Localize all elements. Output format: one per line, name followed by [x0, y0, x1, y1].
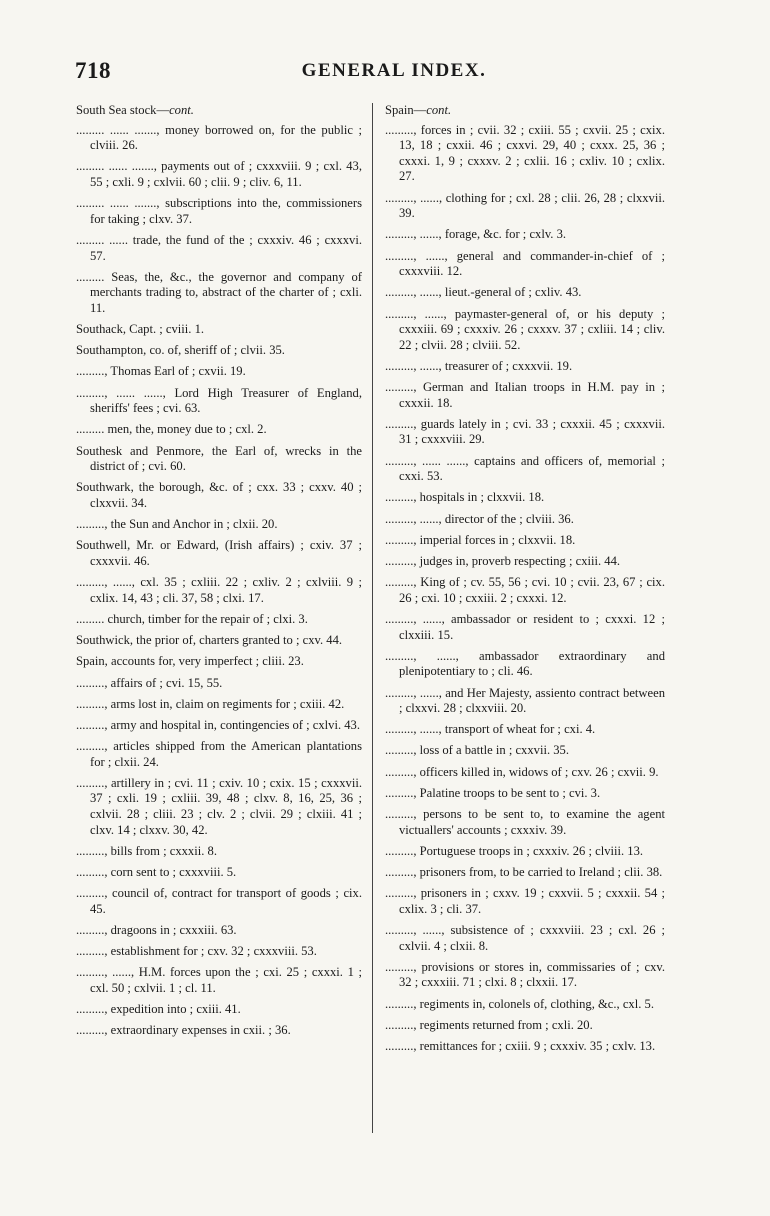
index-entry: Southwark, the borough, &c. of ; cxx. 33 ; cxxv. 40 ; clxxvii. 34.	[76, 480, 362, 510]
index-entry: ......... church, timber for the repair of ; clxi. 3.	[76, 611, 308, 626]
index-entry: Southesk and Penmore, the Earl of, wrecks in the district of ; cvi. 60.	[76, 443, 362, 474]
index-entry: ........., forces in ; cvii. 32 ; cxiii. 55 ; cxvii. 25 ; cxix. 13, 18 ; cxxii. 46 ; cxxvi. 29, 40 ; cxxx. 25, 36 ; cxxxi. 1, 9 ; cxxxv. 2 ; cxlii. 16 ; cxliv. 10 ; cxlix. 27.	[385, 122, 665, 184]
index-entry: ........., ......, director of the ; clviii. 36.	[385, 511, 574, 526]
index-entry: ........., German and Italian troops in H.M. pay in ; cxxxii. 18.	[385, 380, 665, 410]
index-entry: ......... Seas, the, &c., the governor and company of merchants trading to, abstract of the charter of ; cxli. 11.	[76, 269, 362, 315]
continuation-heading	[76, 103, 362, 119]
index-entry: ........., judges in, proverb respecting ; cxiii. 44.	[385, 553, 621, 568]
index-entry: Southwick, the prior of, charters granted to ; cxv. 44.	[76, 633, 343, 648]
page-header	[70, 58, 718, 90]
index-entry: ........., regiments in, colonels of, clothing, &c., cxl. 5.	[385, 996, 654, 1011]
column-divider	[372, 103, 373, 1133]
index-entry: ........., establishment for ; cxv. 32 ; cxxxviii. 53.	[76, 944, 317, 959]
index-entry: ........., ......, subsistence of ; cxxxviii. 23 ; cxl. 26 ; cxlvii. 4 ; clxii. 8.	[385, 922, 665, 953]
index-entry: ........., ......, paymaster-general of, or his deputy ; cxxxiii. 69 ; cxxxiv. 26 ; cxxxv. 37 ; cxliii. 14 ; cliv. 22 ; clvii. 28 ; clviii. 52.	[385, 306, 665, 352]
index-entry: ........., extraordinary expenses in cxii. ; 36.	[76, 1023, 291, 1038]
index-entry: ......... ...... trade, the fund of the ; cxxxiv. 46 ; cxxxvi. 57.	[76, 232, 362, 263]
index-entry: ........., ......, clothing for ; cxl. 28 ; clii. 26, 28 ; clxxvii. 39.	[385, 190, 665, 221]
index-entry: Southwell, Mr. or Edward, (Irish affairs) ; cxiv. 37 ; cxxxvii. 46.	[76, 538, 362, 568]
index-entry: ........., corn sent to ; cxxxviii. 5.	[76, 865, 237, 879]
index-entry: ........., ......, ambassador extraordinary and plenipotentiary to ; cli. 46.	[385, 648, 665, 679]
index-entry: Spain, accounts for, very imperfect ; cliii. 23.	[76, 654, 304, 669]
index-entry: ......... men, the, money due to ; cxl. 2.	[76, 422, 267, 437]
index-entry: ........., arms lost in, claim on regiments for ; cxiii. 42.	[76, 696, 345, 711]
index-entry: ........., council of, contract for transport of goods ; cix. 45.	[76, 886, 362, 916]
index-entry: ........., ......, forage, &c. for ; cxlv. 3.	[385, 227, 567, 242]
page-number: 718	[75, 58, 111, 83]
index-entries	[385, 123, 665, 1055]
index-entry: ........., regiments returned from ; cxli. 20.	[385, 1017, 593, 1032]
heading-cont: cont.	[426, 103, 452, 117]
index-entry: ........., guards lately in ; cvi. 33 ; cxxxii. 45 ; cxxxvii. 31 ; cxxxviii. 29.	[385, 416, 665, 447]
right-column	[385, 103, 665, 1060]
index-entry: Southampton, co. of, sheriff of ; clvii. 35.	[76, 343, 285, 358]
index-entry: ........., expedition into ; cxiii. 41.	[76, 1002, 241, 1017]
index-entry: ........., ......, cxl. 35 ; cxliii. 22 ; cxliv. 2 ; cxlviii. 9 ; cxlix. 14, 43 ; cli. 37, 58 ; clxi. 17.	[76, 575, 362, 605]
index-entry: ........., ......, lieut.-general of ; cxliv. 43.	[385, 285, 582, 300]
running-title: GENERAL INDEX.	[301, 60, 487, 81]
index-entries	[76, 123, 362, 1039]
index-entry: ........., ......, general and commander-in-chief of ; cxxxviii. 12.	[385, 248, 665, 279]
index-entry: ........., the Sun and Anchor in ; clxii. 20.	[76, 517, 278, 532]
left-column	[76, 103, 362, 1045]
index-entry: ........., dragoons in ; cxxxiii. 63.	[76, 922, 237, 937]
index-entry: ........., prisoners from, to be carried to Ireland ; clii. 38.	[385, 865, 663, 879]
index-entry: ........., artillery in ; cvi. 11 ; cxiv. 10 ; cxix. 15 ; cxxxvii. 37 ; cxli. 19 ; cxliii. 39, 48 ; clxv. 8, 16, 25, 36 ; cxlvii. 28 ; cliii. 23 ; clv. 2 ; clvii. 29 ; clxiii. 41 ; clxv. 14 ; clxxv. 30, 42.	[76, 775, 362, 837]
index-entry: ........., affairs of ; cvi. 15, 55.	[76, 675, 223, 690]
index-entry: ........., ......, H.M. forces upon the ; cxi. 25 ; cxxxi. 1 ; cxl. 50 ; cxlvii. 1 ; cl. 11.	[76, 965, 362, 995]
index-entry: ........., ......, ambassador or resident to ; cxxxi. 12 ; clxxiii. 15.	[385, 611, 665, 642]
index-entry: ........., Palatine troops to be sent to ; cvi. 3.	[385, 785, 601, 800]
index-entry: ........., imperial forces in ; clxxvii. 18.	[385, 532, 576, 547]
heading-cont: cont.	[169, 103, 194, 117]
index-entry: ........., Portuguese troops in ; cxxxiv. 26 ; clviii. 13.	[385, 843, 644, 858]
index-entry: ......... ...... ......., payments out of ; cxxxviii. 9 ; cxl. 43, 55 ; cxli. 9 ; cxlvii. 60 ; clii. 9 ; cliv. 6, 11.	[76, 159, 362, 189]
index-entry: ........., loss of a battle in ; cxxvii. 35.	[385, 743, 569, 758]
index-entry: ........., remittances for ; cxiii. 9 ; cxxxiv. 35 ; cxlv. 13.	[385, 1038, 656, 1053]
heading-text: South Sea stock—	[76, 103, 170, 117]
index-entry: ........., hospitals in ; clxxvii. 18.	[385, 490, 545, 505]
index-entry: ........., provisions or stores in, commissaries of ; cxv. 32 ; cxxxiii. 71 ; clxi. 8 ; clxxii. 17.	[385, 959, 665, 990]
index-entry: ........., bills from ; cxxxii. 8.	[76, 843, 217, 858]
index-entry: ........., articles shipped from the American plantations for ; clxii. 24.	[76, 739, 362, 769]
continuation-heading	[385, 103, 665, 119]
index-entry: ........., ...... ......, captains and officers of, memorial ; cxxi. 53.	[385, 453, 665, 484]
index-entry: Southack, Capt. ; cviii. 1.	[76, 322, 205, 337]
index-entry: ........., ......, and Her Majesty, assiento contract between ; clxxvi. 28 ; clxxviii. 20.	[385, 685, 665, 716]
index-entry: ........., persons to be sent to, to examine the agent victuallers' accounts ; cxxxiv. 39.	[385, 807, 665, 837]
index-entry: ........., army and hospital in, contingencies of ; cxlvi. 43.	[76, 717, 361, 732]
index-entry: ........., officers killed in, widows of ; cxv. 26 ; cxvii. 9.	[385, 764, 659, 779]
index-entry: ........., Thomas Earl of ; cxvii. 19.	[76, 364, 246, 379]
index-entry: ........., King of ; cv. 55, 56 ; cvi. 10 ; cvii. 23, 67 ; cix. 26 ; cxi. 10 ; cxxiii. 2 ; cxxxi. 12.	[385, 575, 665, 605]
heading-text: Spain—	[385, 103, 427, 117]
index-entry: ......... ...... ......., money borrowed on, for the public ; clviii. 26.	[76, 122, 362, 153]
index-entry: ........., ......, treasurer of ; cxxxvii. 19.	[385, 358, 573, 373]
index-entry: ........., prisoners in ; cxxv. 19 ; cxxvii. 5 ; cxxxii. 54 ; cxlix. 3 ; cli. 37.	[385, 886, 665, 916]
index-entry: ........., ......, transport of wheat for ; cxi. 4.	[385, 722, 596, 737]
index-entry: ........., ...... ......, Lord High Treasurer of England, sheriffs' fees ; cvi. 63.	[76, 385, 362, 416]
index-entry: ......... ...... ......., subscriptions into the, commissioners for taking ; clxv. 37.	[76, 196, 362, 226]
